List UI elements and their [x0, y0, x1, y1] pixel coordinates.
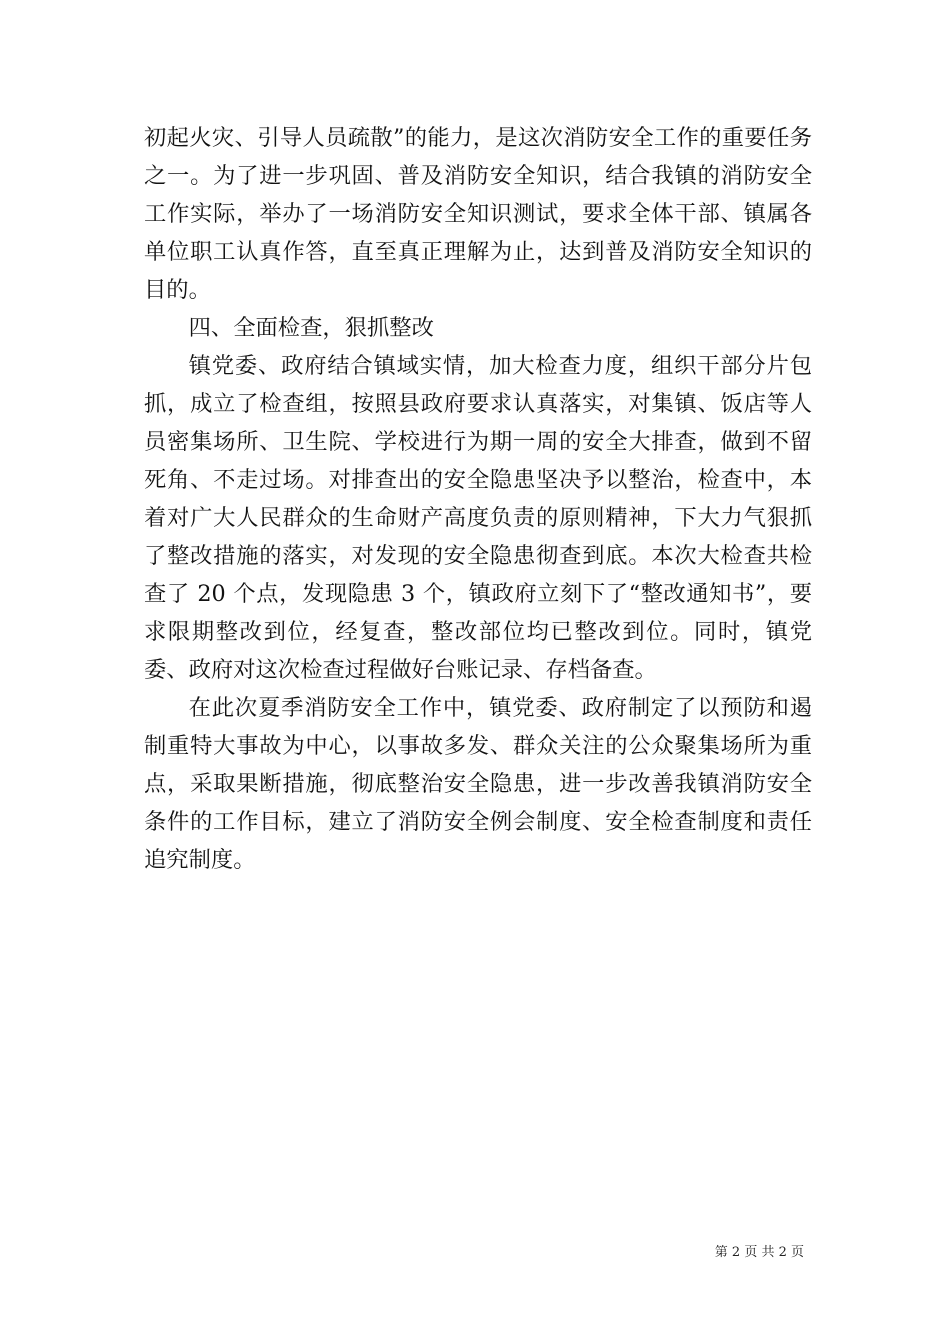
- document-body: [144, 119, 812, 879]
- section-heading: 四、全面检查，狠抓整改: [188, 315, 434, 341]
- paragraph-summary: 在此次夏季消防安全工作中，镇党委、政府制定了以预防和遏制重特大事故为中心，以事故多发、群众关注的公众聚集场所为重点，采取果断措施，彻底整治安全隐患，进一步改善我镇消防安全条件的工作目标，建立了消防安全例会制度、安全检查制度和责任追究制度。: [144, 695, 812, 873]
- page-number-footer: 第 2 页 共 2 页: [714, 1245, 804, 1260]
- paragraph-continuation: 初起火灾、引导人员疏散”的能力，是这次消防安全工作的重要任务之一。为了进一步巩固、普及消防安全知识，结合我镇的消防安全工作实际，举办了一场消防安全知识测试，要求全体干部、镇属各单位职工认真作答，直至真正理解为止，达到普及消防安全知识的目的。: [144, 125, 812, 303]
- paragraph-inspection: 镇党委、政府结合镇域实情，加大检查力度，组织干部分片包抓，成立了检查组，按照县政府要求认真落实，对集镇、饭店等人员密集场所、卫生院、学校进行为期一周的安全大排查，做到不留死角、不走过场。对排查出的安全隐患坚决予以整治，检查中，本着对广大人民群众的生命财产高度负责的原则精神，下大力气狠抓了整改措施的落实，对发现的安全隐患彻查到底。本次大检查共检查了 20 个点，发现隐患 3 个，镇政府立刻下了“整改通知书”，要求限期整改到位，经复查，整改部位均已整改到位。同时，镇党委、政府对这次检查过程做好台账记录、存档备查。: [144, 353, 812, 683]
